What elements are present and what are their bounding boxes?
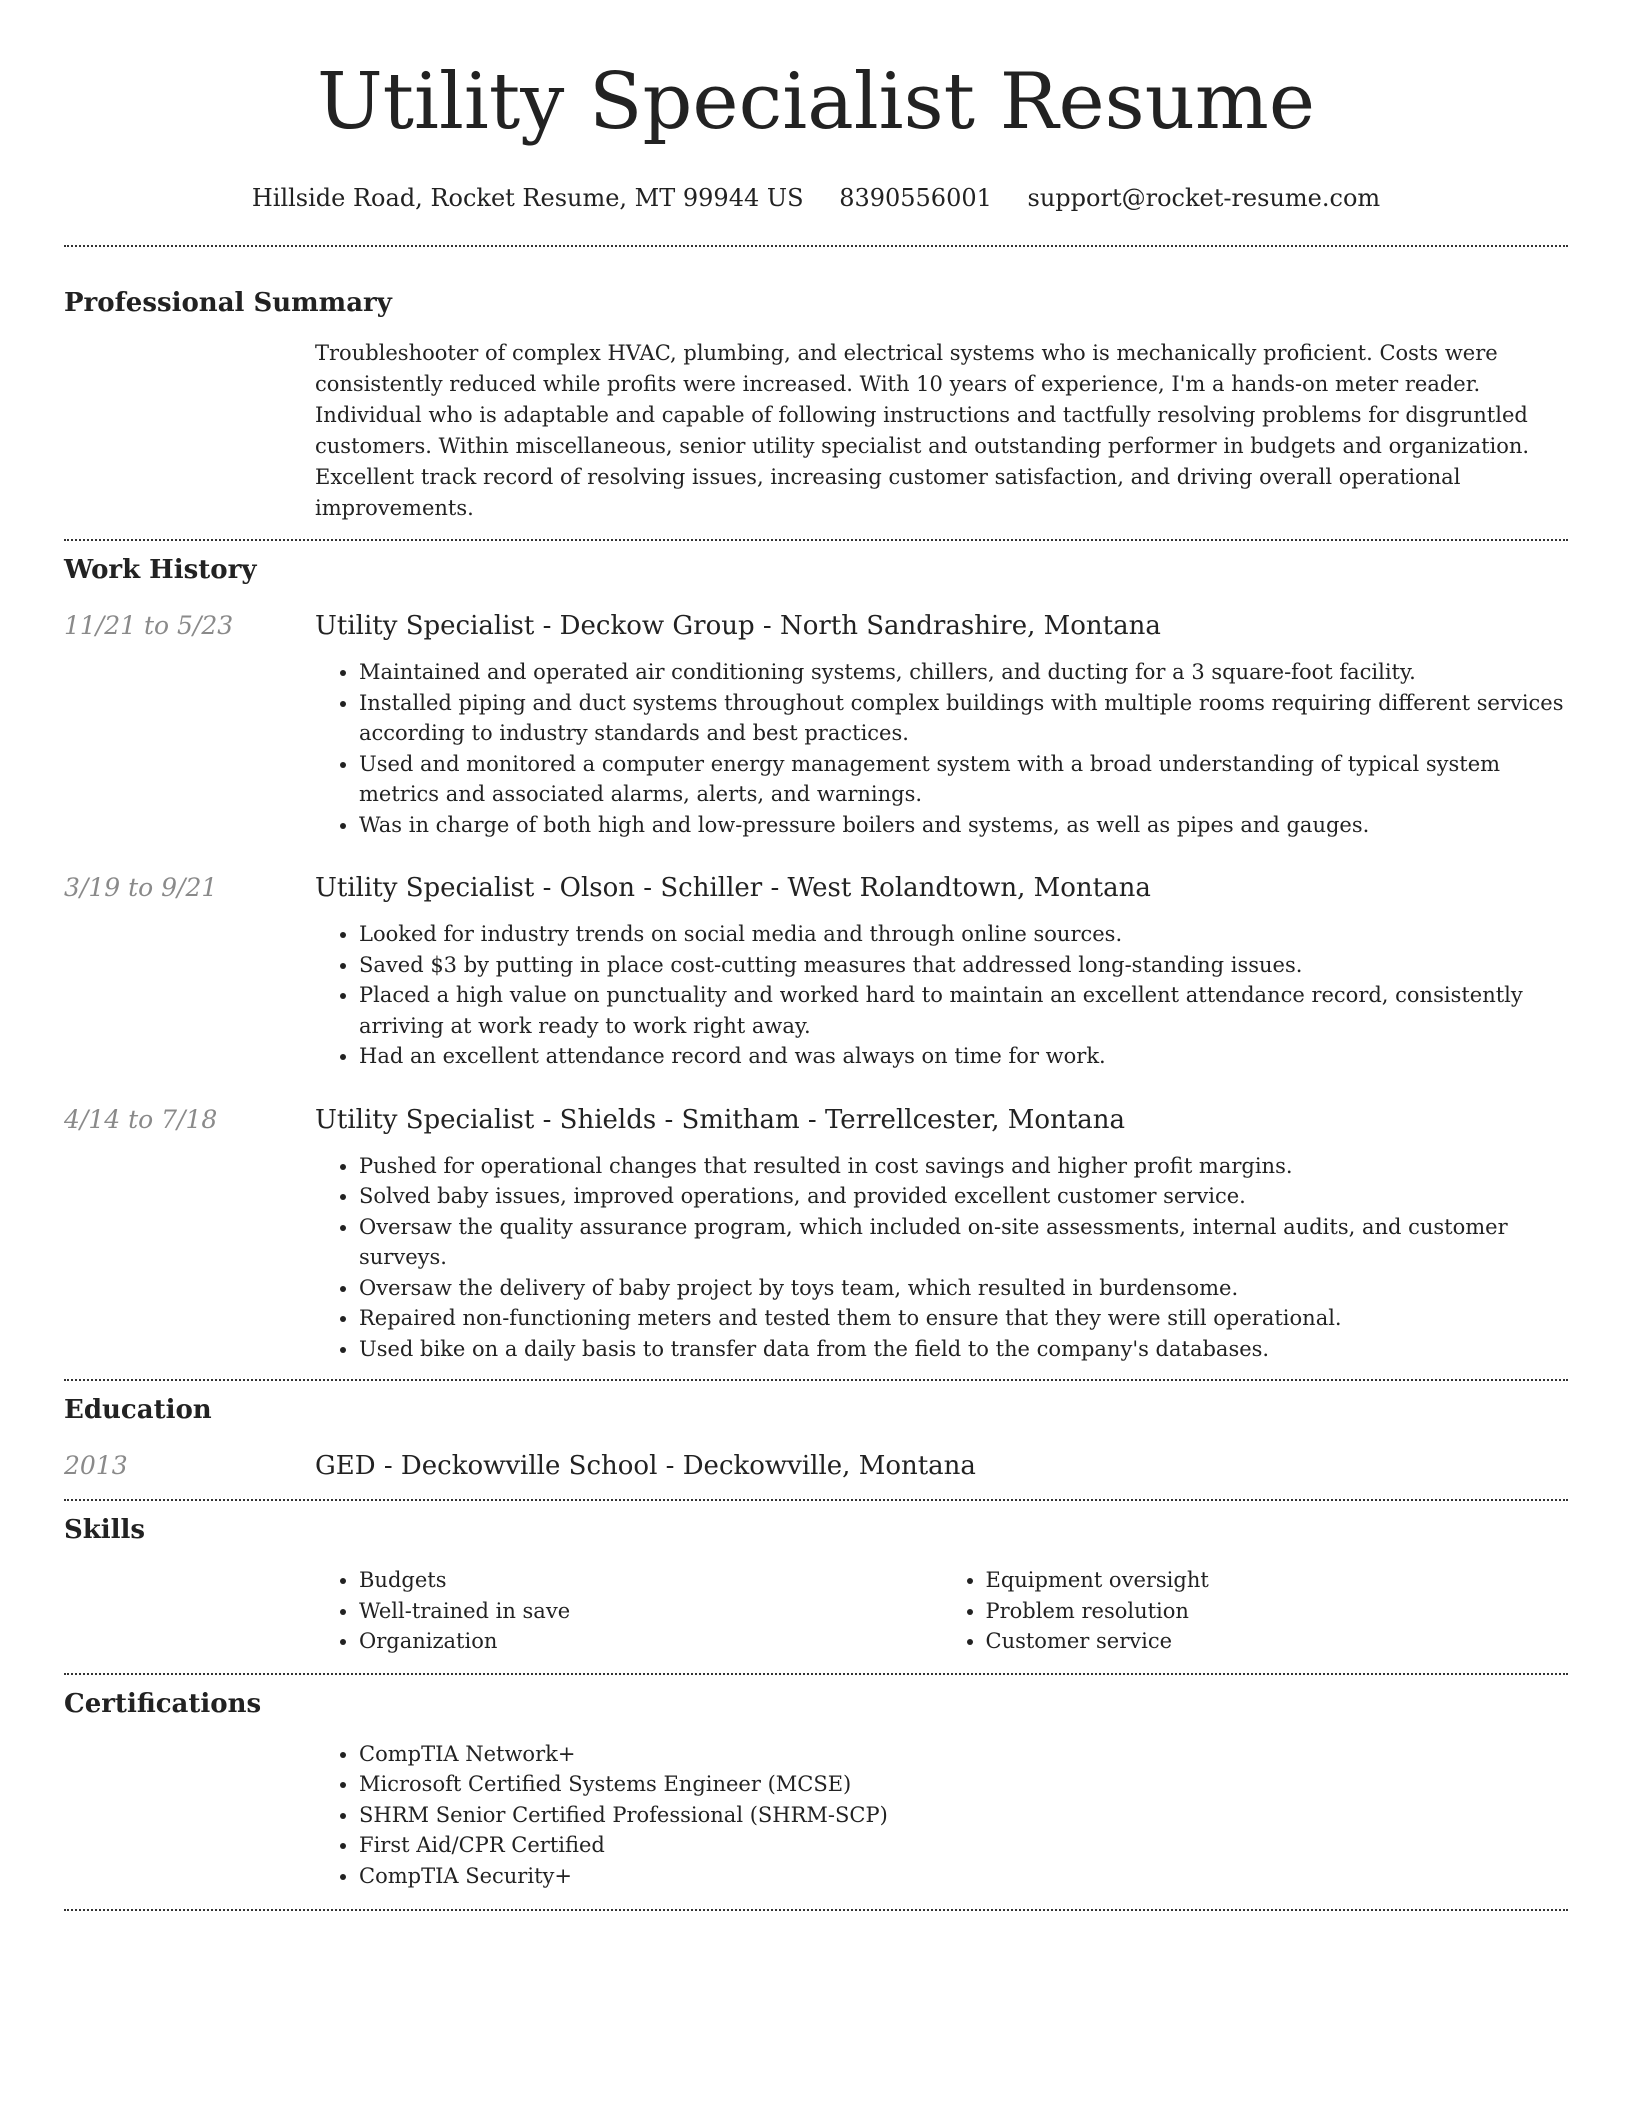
job-dates: 4/14 to 7/18 [64,1104,218,1134]
education-entry [64,1449,1568,1483]
section-heading-skills: Skills [64,1515,146,1545]
contact-line [64,182,1568,214]
divider [64,1909,1568,1911]
certification-item: • SHRM Senior Certified Professional (SHRM-SCP) [359,1800,1568,1831]
list-item: • Installed piping and duct systems throughout complex buildings with multiple rooms requiring different services according to industry standards and best practices. [359,688,1568,749]
job-entry [64,1103,1568,1365]
list-item: • Pushed for operational changes that resulted in cost savings and higher profit margins. [359,1151,1568,1182]
contact-email: support@rocket-resume.com [1027,184,1381,212]
certification-item: • Microsoft Certified Systems Engineer (MCSE) [359,1769,1568,1800]
list-item: • Used and monitored a computer energy management system with a broad understanding of typical system metrics and associated alarms, alerts, and warnings. [359,749,1568,810]
job-title: Utility Specialist - Olson - Schiller - West Rolandtown, Montana [315,873,1151,903]
resume-title: Utility Specialist Resume [316,57,1316,147]
summary-text: Troubleshooter of complex HVAC, plumbing, and electrical systems who is mechanically proficient. Costs were consistently reduced while profits were increased. With 10 years of experience, I'm a hands-on meter reader. Individual who is adaptable and capable of following instructions and tactfully resolving problems for disgruntled customers. Within miscellaneous, senior utility specialist and outstanding performer in budgets and organization. Excellent track record of resolving issues, increasing customer satisfaction, and driving overall operational improvements. [315,341,1530,520]
skill-item: • Budgets [359,1565,942,1596]
list-item: • Oversaw the quality assurance program, which included on-site assessments, internal audits, and customer surveys. [359,1212,1568,1273]
list-item: • Solved baby issues, improved operations, and provided excellent customer service. [359,1181,1568,1212]
skill-item: • Problem resolution [986,1596,1569,1627]
education-section [64,1381,1568,1483]
list-item: • Saved $3 by putting in place cost-cutting measures that addressed long-standing issues. [359,950,1568,981]
certification-item: • CompTIA Security+ [359,1861,1568,1892]
list-item: • Oversaw the delivery of baby project by toys team, which resulted in burdensome. [359,1273,1568,1304]
job-bullets [315,1151,1568,1365]
education-title: GED - Deckowville School - Deckowville, Montana [315,1451,976,1481]
skill-item: • Customer service [986,1626,1569,1657]
job-bullets [315,919,1568,1072]
list-item: • Was in charge of both high and low-pressure boilers and systems, as well as pipes and gauges. [359,810,1568,841]
list-item: • Repaired non-functioning meters and tested them to ensure that they were still operational. [359,1303,1568,1334]
list-item: • Used bike on a daily basis to transfer data from the field to the company's databases. [359,1334,1568,1365]
skills-section [64,1501,1568,1657]
skill-item: • Organization [359,1626,942,1657]
job-entry [64,609,1568,840]
job-title: Utility Specialist - Shields - Smitham - Terrellcester, Montana [315,1104,1126,1135]
section-heading-certifications: Certifications [64,1688,262,1719]
skills-list-left [315,1565,942,1657]
work-history-section [64,541,1568,1364]
education-year: 2013 [64,1451,128,1480]
list-item: • Had an excellent attendance record and was always on time for work. [359,1041,1568,1072]
certifications-section [64,1675,1568,1892]
certifications-list [315,1739,1568,1892]
list-item: • Looked for industry trends on social media and through online sources. [359,919,1568,950]
job-bullets [315,657,1568,840]
list-item: • Placed a high value on punctuality and worked hard to maintain an excellent attendance record, consistently arriving at work ready to work right away. [359,980,1568,1041]
certification-item: • CompTIA Network+ [359,1739,1568,1770]
section-heading-summary: Professional Summary [64,288,392,318]
job-title: Utility Specialist - Deckow Group - North Sandrashire, Montana [315,611,1161,641]
skill-item: • Equipment oversight [986,1565,1569,1596]
skill-item: • Well-trained in save [359,1596,942,1627]
job-entry [64,871,1568,1072]
section-heading-work: Work History [64,555,257,585]
job-dates: 11/21 to 5/23 [64,611,234,640]
job-dates: 3/19 to 9/21 [64,873,218,902]
section-heading-education: Education [64,1395,212,1425]
skills-list-right [942,1565,1569,1657]
contact-address: Hillside Road, Rocket Resume, MT 99944 US [251,184,804,212]
summary-section [64,247,1568,524]
certification-item: • First Aid/CPR Certified [359,1830,1568,1861]
contact-phone: 8390556001 [839,184,992,212]
list-item: • Maintained and operated air conditioning systems, chillers, and ducting for a 3 square-foot facility. [359,657,1568,688]
